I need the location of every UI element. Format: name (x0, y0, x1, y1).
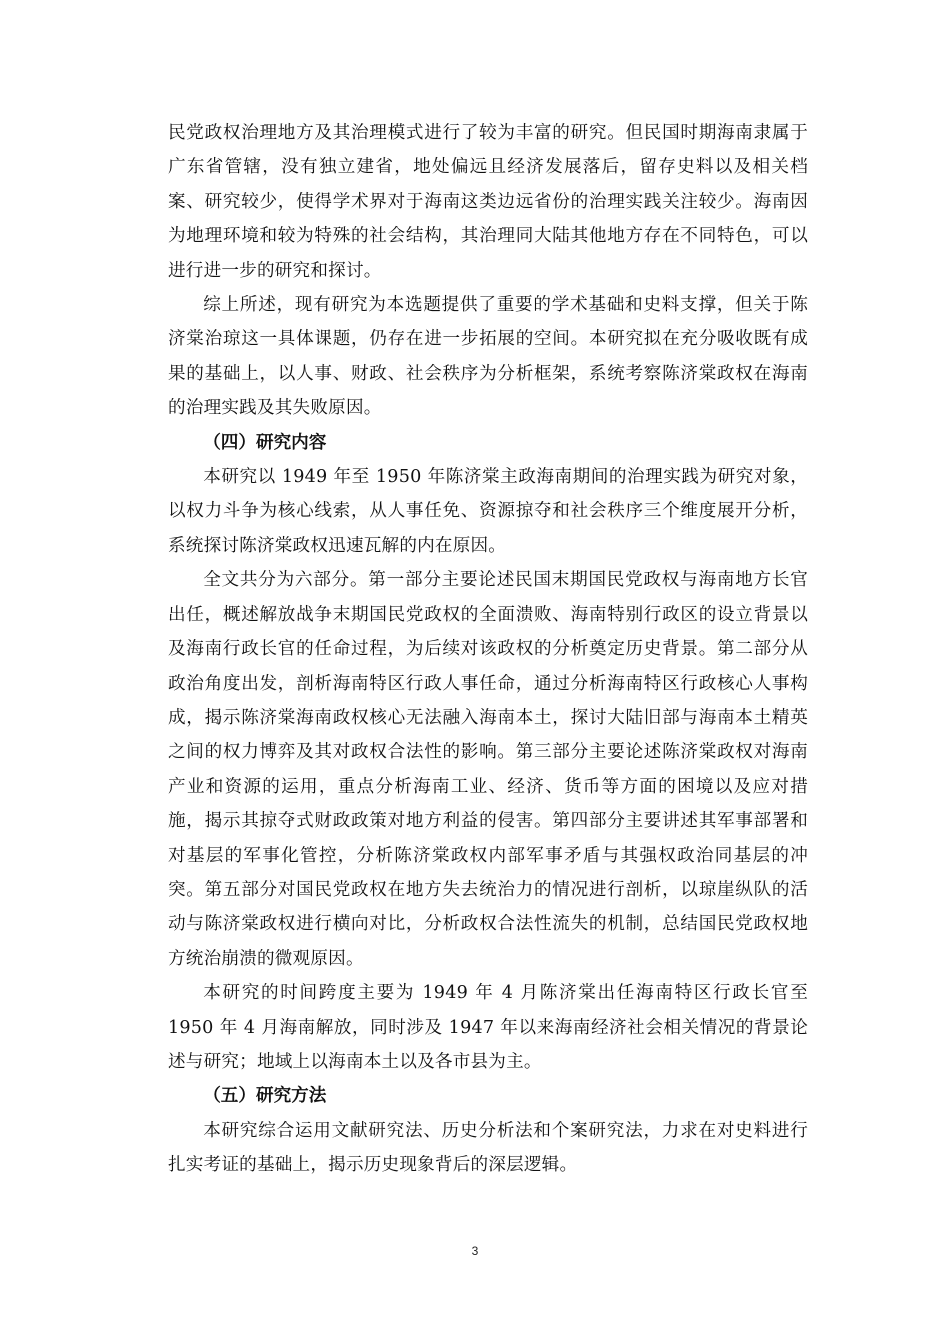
paragraph-research-object: 本研究以 1949 年至 1950 年陈济棠主政海南期间的治理实践为研究对象，以权力斗争为核心线索，从人事任免、资源掠夺和社会秩序三个维度展开分析，系统探讨陈济棠政权迅速瓦解的内在原因。 (168, 467, 808, 556)
page-number: 3 (471, 1244, 479, 1258)
paragraph-structure: 全文共分为六部分。第一部分主要论述民国末期国民党政权与海南地方长官出任，概述解放战争末期国民党政权的全面溃败、海南特别行政区的设立背景以及海南行政长官的任命过程，为后续对该政权的分析奠定历史背景。第二部分从政治角度出发，剖析海南特区行政人事任命，通过分析海南特区行政核心人事构成，揭示陈济棠海南政权核心无法融入海南本土，探讨大陆旧部与海南本土精英之间的权力博弈及其对政权合法性的影响。第三部分主要论述陈济棠政权对海南产业和资源的运用，重点分析海南工业、经济、货币等方面的困境以及应对措施，揭示其掠夺式财政政策对地方利益的侵害。第四部分主要讲述其军事部署和对基层的军事化管控，分析陈济棠政权内部军事矛盾与其强权政治同基层的冲突。第五部分对国民党政权在地方失去统治力的情况进行剖析，以琼崖纵队的活动与陈济棠政权进行横向对比，分析政权合法性流失的机制，总结国民党政权地方统治崩溃的微观原因。 (168, 570, 808, 969)
paragraph-summary: 综上所述，现有研究为本选题提供了重要的学术基础和史料支撑，但关于陈济棠治琼这一具体课题，仍存在进一步拓展的空间。本研究拟在充分吸收既有成果的基础上，以人事、财政、社会秩序为分析框架，系统考察陈济棠政权在海南的治理实践及其失败原因。 (168, 295, 808, 419)
heading-research-method: （五）研究方法 (203, 1086, 327, 1107)
paragraph-scope: 本研究的时间跨度主要为 1949 年 4 月陈济棠出任海南特区行政长官至 1950 年 4 月海南解放，同时涉及 1947 年以来海南经济社会相关情况的背景论述与研究；地域上以海南本土以及各市县为主。 (168, 983, 808, 1072)
document-body (168, 116, 808, 1183)
paragraph-literature-gap: 民党政权治理地方及其治理模式进行了较为丰富的研究。但民国时期海南隶属于广东省管辖，没有独立建省，地处偏远且经济发展落后，留存史料以及相关档案、研究较少，使得学术界对于海南这类边远省份的治理实践关注较少。海南因为地理环境和较为特殊的社会结构，其治理同大陆其他地方存在不同特色，可以进行进一步的研究和探讨。 (168, 123, 808, 281)
paragraph-method: 本研究综合运用文献研究法、历史分析法和个案研究法，力求在对史料进行扎实考证的基础上，揭示历史现象背后的深层逻辑。 (168, 1120, 808, 1176)
heading-research-content: （四）研究内容 (203, 432, 327, 453)
